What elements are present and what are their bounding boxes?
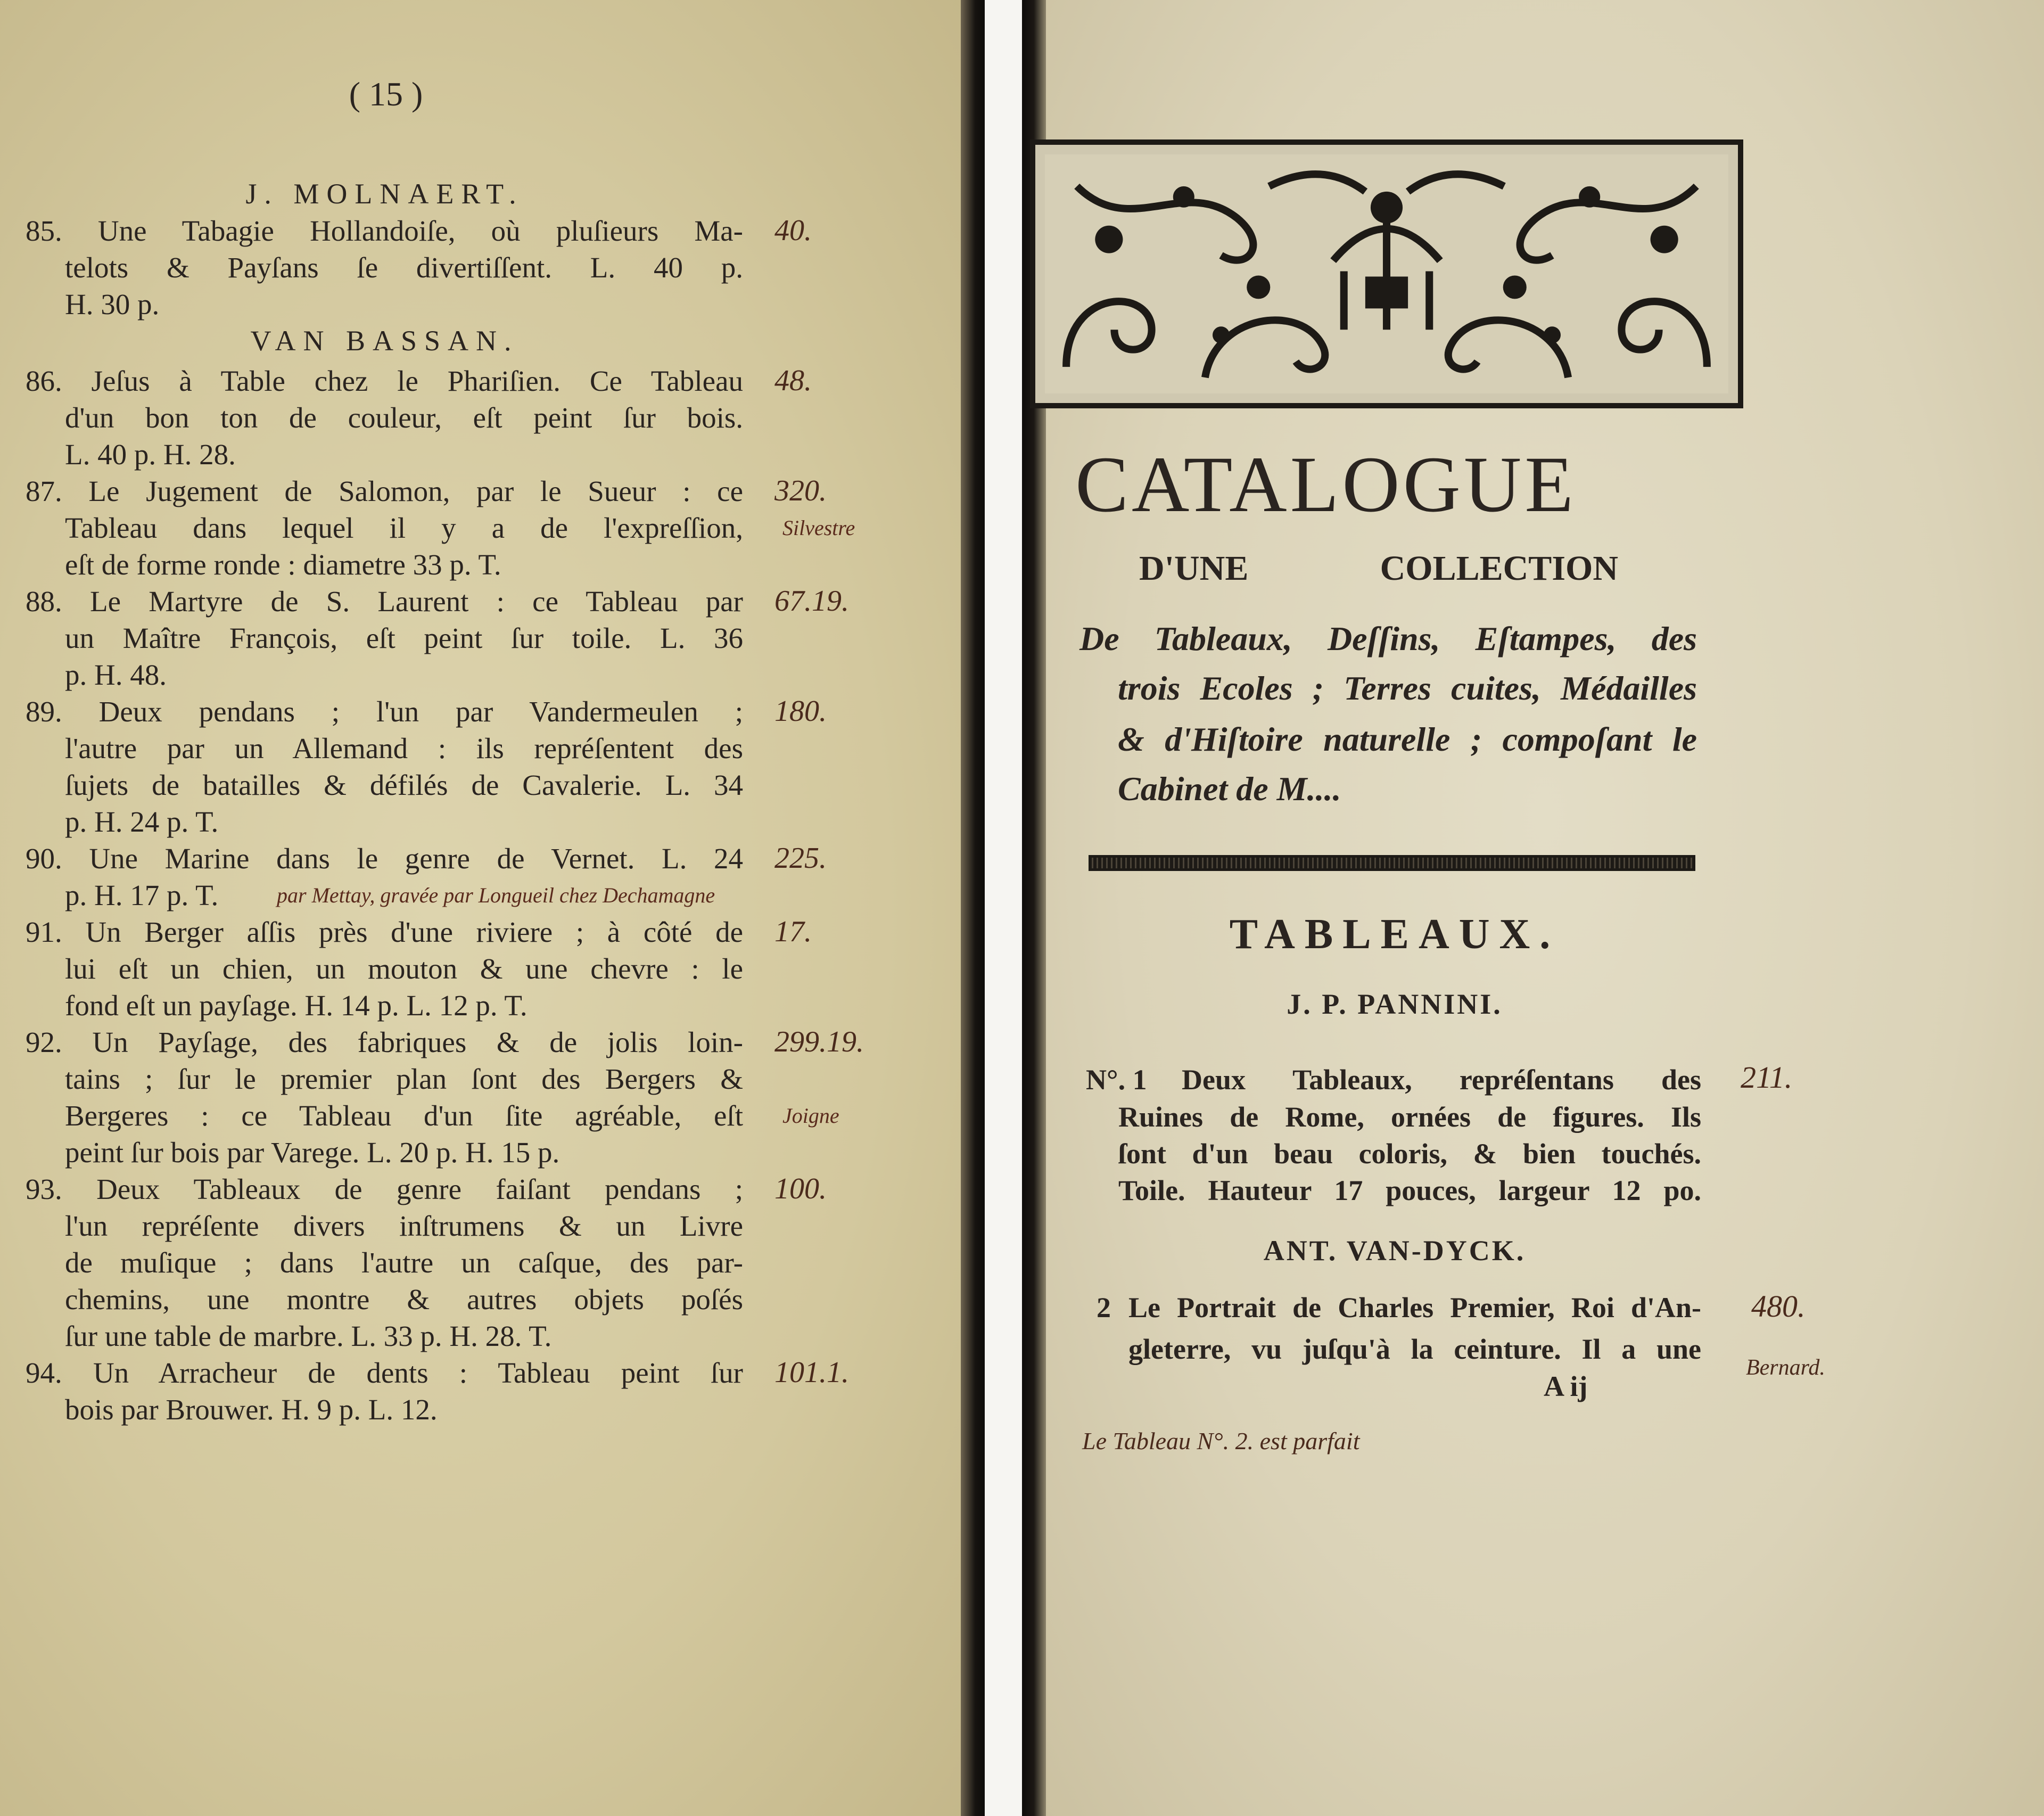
line-text: p. H. 24 p. T. [65,806,219,838]
entry-line [0,693,966,730]
description-line: De Tableaux, Deſſins, Eſtampes, des [1079,620,1697,658]
entry-line [0,1354,966,1391]
entry-line [0,286,966,323]
section-heading: TABLEAUX. [1229,911,1560,958]
entry-line [0,249,966,286]
line-text: 90. Une Marine dans le genre de Vernet. L. 24 [26,842,743,875]
line-text: l'autre par un Allemand : ils repréſentent des [65,732,743,765]
entry-line [0,1281,966,1318]
handwritten-note: Le Tableau N°. 2. est parfait [1082,1427,1360,1455]
line-text: lui eſt un chien, un mouton & une chevre : le [65,952,743,985]
price-annotation: 225. [774,842,827,875]
signature-mark: A ij [1544,1370,1588,1402]
price-annotation: 180. [774,695,827,728]
price-annotation: 480. [1751,1289,1806,1324]
line-text: ſur une table de marbre. L. 33 p. H. 28. T. [65,1320,552,1352]
price-annotation: 101.1. [774,1356,849,1389]
catalogue-title: CATALOGUE [1075,440,1577,529]
entry-number: N°. 1 [1086,1064,1147,1096]
price-annotation: 299.19. [774,1025,864,1058]
entry-line [0,730,966,767]
handwritten-note: Joigne [782,1104,839,1128]
catalogue-entries [0,176,966,1428]
buyer-annotation: Bernard. [1746,1355,1825,1380]
entry-number: 2 [1097,1292,1111,1324]
entry-line: Le Portrait de Charles Premier, Roi d'An- [1128,1292,1701,1324]
line-text: 87. Le Jugement de Salomon, par le Sueur : ce [26,475,743,507]
left-page [0,0,966,1816]
entry-line [0,620,966,656]
entry-line: ſont d'un beau coloris, & bien touchés. [1118,1138,1701,1170]
entry-line [0,1171,966,1207]
line-text: un Maître François, eſt peint ſur toile. L. 36 [65,622,743,654]
line-text: bois par Brouwer. H. 9 p. L. 12. [65,1393,438,1426]
artist-heading [0,176,966,212]
entry-line [0,767,966,803]
entry-line [0,436,966,473]
line-text: 92. Un Payſage, des fabriques & de jolis loin- [26,1026,743,1058]
decorative-headpiece [1030,139,1743,408]
entry-line [0,399,966,436]
line-text: 94. Un Arracheur de dents : Tableau peint ſur [26,1357,743,1389]
entry-line: Deux Tableaux, repréſentans des [1182,1064,1701,1096]
line-text: p. H. 17 p. T. [65,879,219,911]
artist-heading: J. P. PANNINI. [1287,988,1503,1020]
description-line: Cabinet de M.... [1118,770,1341,808]
line-text: peint ſur bois par Varege. L. 20 p. H. 15 p. [65,1136,560,1169]
line-text: p. H. 48. [65,659,167,691]
line-text: Bergeres : ce Tableau d'un ſite agréable, eſt [65,1099,743,1132]
line-text: 88. Le Martyre de S. Laurent : ce Tableau par [26,585,743,618]
entry-line [0,1061,966,1097]
entry-line [0,840,966,877]
entry-line [0,1134,966,1171]
price-annotation: 211. [1741,1060,1793,1095]
entry-line: Toile. Hauteur 17 pouces, largeur 12 po. [1118,1174,1701,1206]
entry-line [0,1391,966,1428]
line-text: ſujets de batailles & défilés de Cavalerie. L. 34 [65,769,743,801]
line-text: 93. Deux Tableaux de genre faiſant pendans ; [26,1173,743,1205]
line-text: l'un repréſente divers inſtrumens & un Livre [65,1210,743,1242]
entry-line: gleterre, vu juſqu'à la ceinture. Il a une [1128,1333,1701,1365]
line-text: tains ; ſur le premier plan ſont des Bergers & [65,1063,743,1095]
entry-line [0,914,966,950]
entry-line [0,877,966,914]
price-annotation: 48. [774,364,812,397]
entry-line [0,803,966,840]
artist-heading [0,323,966,363]
line-text: telots & Payſans ſe divertiſſent. L. 40 p. [65,251,743,284]
entry-line [0,510,966,546]
price-annotation: 320. [774,474,827,507]
price-annotation: 17. [774,915,812,948]
line-text: VAN BASSAN. [250,325,519,357]
price-annotation: 67.19. [774,585,849,618]
entry-line [0,1318,966,1354]
line-text: H. 30 p. [65,288,160,321]
line-text: 86. Jeſus à Table chez le Phariſien. Ce Tableau [26,365,743,397]
line-text: 85. Une Tabagie Hollandoiſe, où pluſieurs Ma- [26,215,743,247]
line-text: d'un bon ton de couleur, eſt peint ſur bois. [65,401,743,434]
price-annotation: 100. [774,1172,827,1205]
entry-line: Ruines de Rome, ornées de figures. Ils [1118,1101,1701,1133]
entry-line [0,212,966,249]
description-line: trois Ecoles ; Terres cuites, Médailles [1118,669,1697,707]
line-text: J. MOLNAERT. [245,178,524,210]
artist-heading: ANT. VAN-DYCK. [1263,1235,1526,1267]
line-text: 91. Un Berger aſſis près d'une riviere ; à côté de [26,916,743,948]
line-text: fond eſt un payſage. H. 14 p. L. 12 p. T. [65,989,528,1022]
line-text: Tableau dans lequel il y a de l'expreſſion, [65,512,743,544]
entry-line [0,583,966,620]
handwritten-note: Silvestre [782,516,855,540]
entry-line [0,546,966,583]
entry-line [0,656,966,693]
line-text: 89. Deux pendans ; l'un par Vandermeulen ; [26,695,743,728]
page-divider [985,0,1022,1816]
book-gutter [961,0,985,1816]
entry-line [0,1097,966,1134]
page-number: ( 15 ) [349,75,423,113]
line-text: de muſique ; dans l'autre un caſque, des par- [65,1246,743,1279]
entry-line [0,987,966,1024]
description-line: & d'Hiſtoire naturelle ; compoſant le [1118,720,1697,758]
entry-line [0,1244,966,1281]
handwritten-note: par Mettay, gravée par Longueil chez Dechamagne [277,883,715,907]
line-text: chemins, une montre & autres objets poſés [65,1283,743,1316]
line-text: eſt de forme ronde : diametre 33 p. T. [65,548,501,581]
entry-line [0,473,966,510]
entry-line [0,1024,966,1061]
catalogue-subtitle: D'UNE COLLECTION [1139,549,1618,588]
entry-line [0,363,966,399]
line-text: L. 40 p. H. 28. [65,438,236,471]
ornament-scroll-icon [1045,154,1728,393]
entry-line [0,1207,966,1244]
price-annotation: 40. [774,214,812,247]
horizontal-rule [1089,855,1695,871]
entry-line [0,950,966,987]
